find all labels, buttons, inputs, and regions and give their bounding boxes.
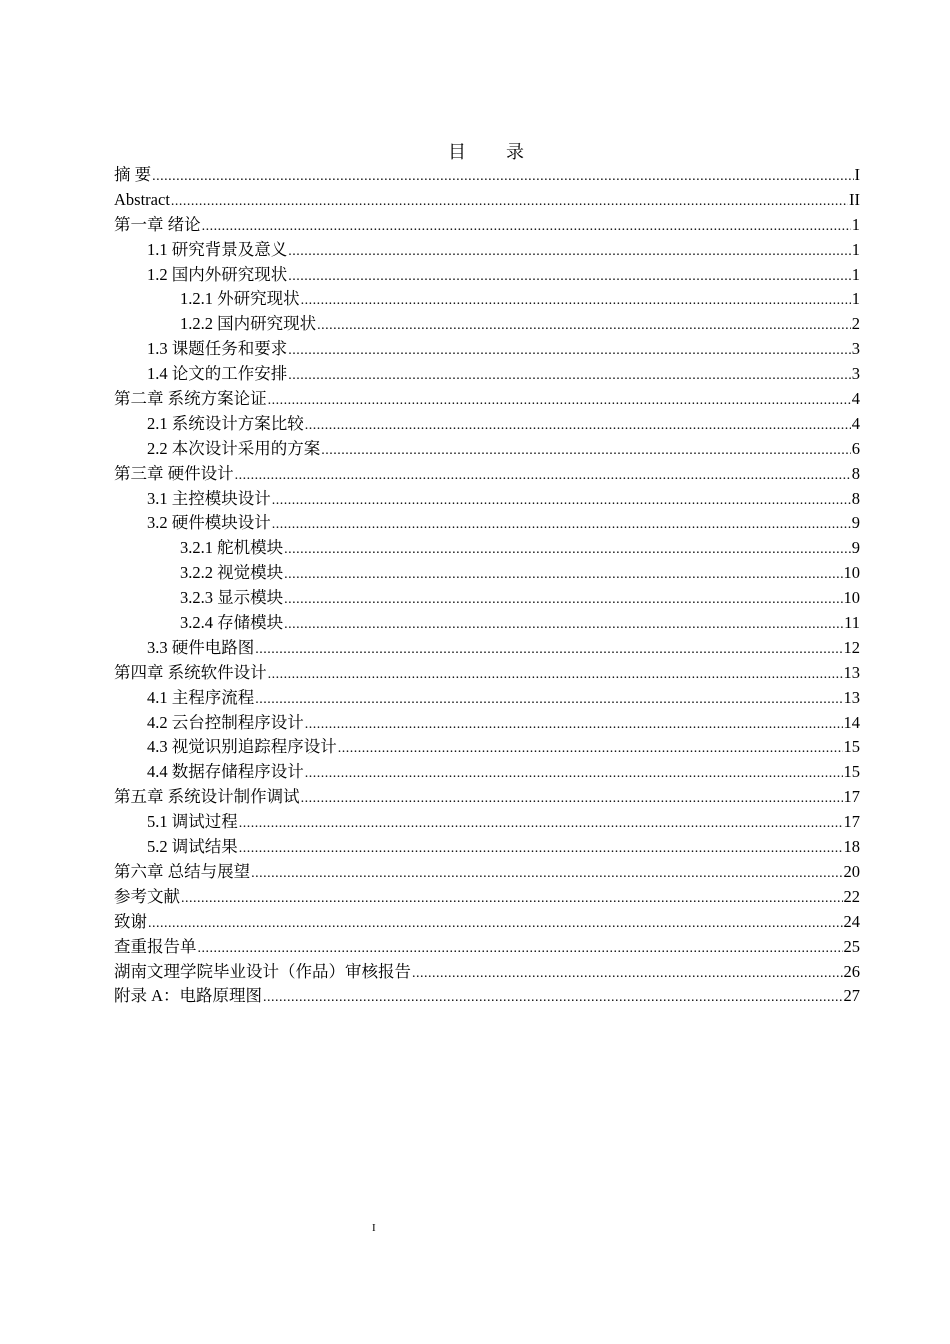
toc-entry-label: 致谢 [114,911,147,931]
toc-leader-dots [272,489,851,514]
toc-entry-page: 13 [843,687,860,707]
toc-entry-label: 3.2.2 视觉模块 [180,563,284,583]
toc-entry-label: Abstract [114,189,170,209]
toc-entry[interactable] [114,163,860,188]
toc-entry-label: 附录 A：电路原理图 [114,986,263,1006]
toc-entry-label: 第三章 硬件设计 [114,463,234,483]
toc-entry-label: 5.1 调试过程 [147,812,238,832]
toc-entry[interactable] [114,810,860,835]
toc-leader-dots [301,787,843,812]
toc-entry-page: 14 [843,712,860,732]
toc-leader-dots [148,912,843,937]
page-number-footer: I [372,1222,376,1234]
toc-leader-dots [251,862,842,887]
toc-entry[interactable] [114,735,860,760]
toc-entry-page: 6 [851,438,860,458]
toc-leader-dots [412,962,843,987]
toc-entry[interactable] [114,760,860,785]
toc-leader-dots [171,190,848,215]
toc-entry[interactable] [114,188,860,213]
toc-entry[interactable] [114,263,860,288]
table-of-contents [114,163,860,1009]
toc-leader-dots [288,364,851,389]
toc-entry-label: 3.3 硬件电路图 [147,637,255,657]
toc-entry-page: 26 [843,961,860,981]
toc-entry-label: 4.1 主程序流程 [147,687,255,707]
toc-title-left: 目 [448,142,466,162]
toc-entry[interactable] [114,711,860,736]
toc-leader-dots [288,240,851,265]
toc-leader-dots [317,314,851,339]
toc-entry-page: 20 [843,861,860,881]
toc-entry-page: 2 [851,314,860,334]
toc-leader-dots [263,986,842,1011]
toc-entry-label: 查重报告单 [114,936,197,956]
toc-leader-dots [321,439,851,464]
toc-entry[interactable] [114,312,860,337]
toc-entry[interactable] [114,686,860,711]
toc-leader-dots [338,737,843,762]
toc-entry-label: 1.1 研究背景及意义 [147,239,288,259]
toc-entry-label: 3.2.1 舵机模块 [180,538,284,558]
toc-leader-dots [305,414,851,439]
toc-entry[interactable] [114,661,860,686]
toc-entry[interactable] [114,511,860,536]
toc-leader-dots [288,265,851,290]
toc-entry-page: 9 [851,513,860,533]
toc-entry[interactable] [114,561,860,586]
toc-entry[interactable] [114,636,860,661]
toc-entry-label: 第六章 总结与展望 [114,861,251,881]
toc-leader-dots [305,762,843,787]
toc-entry-label: 湖南文理学院毕业设计（作品）审核报告 [114,961,411,981]
toc-leader-dots [235,464,851,489]
toc-entry[interactable] [114,437,860,462]
toc-entry[interactable] [114,984,860,1009]
toc-entry-page: 27 [843,986,860,1006]
toc-leader-dots [284,588,842,613]
toc-entry-page: 11 [844,613,860,633]
toc-entry-page: 17 [843,812,860,832]
toc-entry-label: 1.4 论文的工作安排 [147,364,288,384]
toc-entry[interactable] [114,835,860,860]
toc-entry-page: 12 [843,637,860,657]
toc-leader-dots [268,663,843,688]
toc-entry[interactable] [114,412,860,437]
toc-entry-label: 摘 要 [114,165,152,184]
toc-entry-label: 2.1 系统设计方案比较 [147,413,304,433]
toc-entry-page: 24 [843,911,860,931]
toc-entry-label: 4.4 数据存储程序设计 [147,762,304,782]
toc-entry[interactable] [114,935,860,960]
toc-entry-label: 3.2 硬件模块设计 [147,513,271,533]
toc-entry-label: 3.1 主控模块设计 [147,488,271,508]
toc-entry-label: 1.2 国内外研究现状 [147,264,288,284]
toc-entry[interactable] [114,885,860,910]
toc-entry-page: 4 [851,389,860,409]
toc-entry-label: 1.3 课题任务和要求 [147,339,288,359]
toc-leader-dots [152,165,853,190]
toc-title [0,138,950,164]
toc-leader-dots [198,937,843,962]
toc-leader-dots [268,389,851,414]
toc-leader-dots [255,638,842,663]
toc-entry-page: 25 [843,936,860,956]
toc-leader-dots [284,563,842,588]
toc-entry[interactable] [114,213,860,238]
toc-title-right: 录 [506,142,524,162]
toc-entry-page: 1 [851,264,860,284]
toc-entry-page: 4 [851,413,860,433]
toc-entry-label: 1.2.1 外研究现状 [180,289,300,309]
toc-entry[interactable] [114,287,860,312]
toc-leader-dots [305,713,843,738]
toc-entry[interactable] [114,960,860,985]
toc-entry-page: 8 [851,463,860,483]
toc-entry-page: 13 [843,662,860,682]
toc-leader-dots [181,887,843,912]
toc-leader-dots [255,688,842,713]
toc-entry-page: 15 [843,762,860,782]
toc-leader-dots [284,613,843,638]
toc-entry-page: 22 [843,886,860,906]
toc-entry-label: 2.2 本次设计采用的方案 [147,438,321,458]
toc-entry-page: 3 [851,339,860,359]
toc-entry-label: 5.2 调试结果 [147,837,238,857]
toc-entry-label: 1.2.2 国内研究现状 [180,314,317,334]
toc-entry-label: 4.2 云台控制程序设计 [147,712,304,732]
toc-entry-label: 第一章 绪论 [114,214,201,234]
toc-entry-page: I [854,165,860,184]
toc-entry-page: 9 [851,538,860,558]
toc-entry[interactable] [114,362,860,387]
toc-entry[interactable] [114,487,860,512]
toc-leader-dots [301,289,851,314]
toc-entry[interactable] [114,536,860,561]
toc-entry-page: 10 [843,563,860,583]
toc-entry-label: 第五章 系统设计制作调试 [114,787,300,807]
toc-entry-page: 18 [843,837,860,857]
toc-leader-dots [239,837,843,862]
toc-entry-page: 1 [851,239,860,259]
toc-entry[interactable] [114,387,860,412]
toc-entry[interactable] [114,910,860,935]
toc-entry-page: 15 [843,737,860,757]
toc-leader-dots [202,215,851,240]
toc-entry-page: 8 [851,488,860,508]
toc-entry[interactable] [114,238,860,263]
toc-entry-page: 1 [851,214,860,234]
toc-entry-label: 第二章 系统方案论证 [114,389,267,409]
toc-entry[interactable] [114,337,860,362]
toc-entry-label: 3.2.4 存储模块 [180,613,284,633]
toc-leader-dots [284,538,851,563]
toc-entry[interactable] [114,586,860,611]
toc-entry[interactable] [114,860,860,885]
toc-entry-page: 10 [843,588,860,608]
toc-entry-label: 4.3 视觉识别追踪程序设计 [147,737,337,757]
toc-entry[interactable] [114,462,860,487]
toc-entry-page: 17 [843,787,860,807]
toc-leader-dots [272,513,851,538]
toc-leader-dots [239,812,843,837]
toc-leader-dots [288,339,851,364]
toc-entry-label: 第四章 系统软件设计 [114,662,267,682]
toc-entry-label: 参考文献 [114,886,180,906]
toc-entry-page: II [849,189,860,209]
toc-entry-page: 3 [851,364,860,384]
toc-entry-label: 3.2.3 显示模块 [180,588,284,608]
toc-entry-page: 1 [851,289,860,309]
toc-entry[interactable] [114,785,860,810]
toc-entry[interactable] [114,611,860,636]
